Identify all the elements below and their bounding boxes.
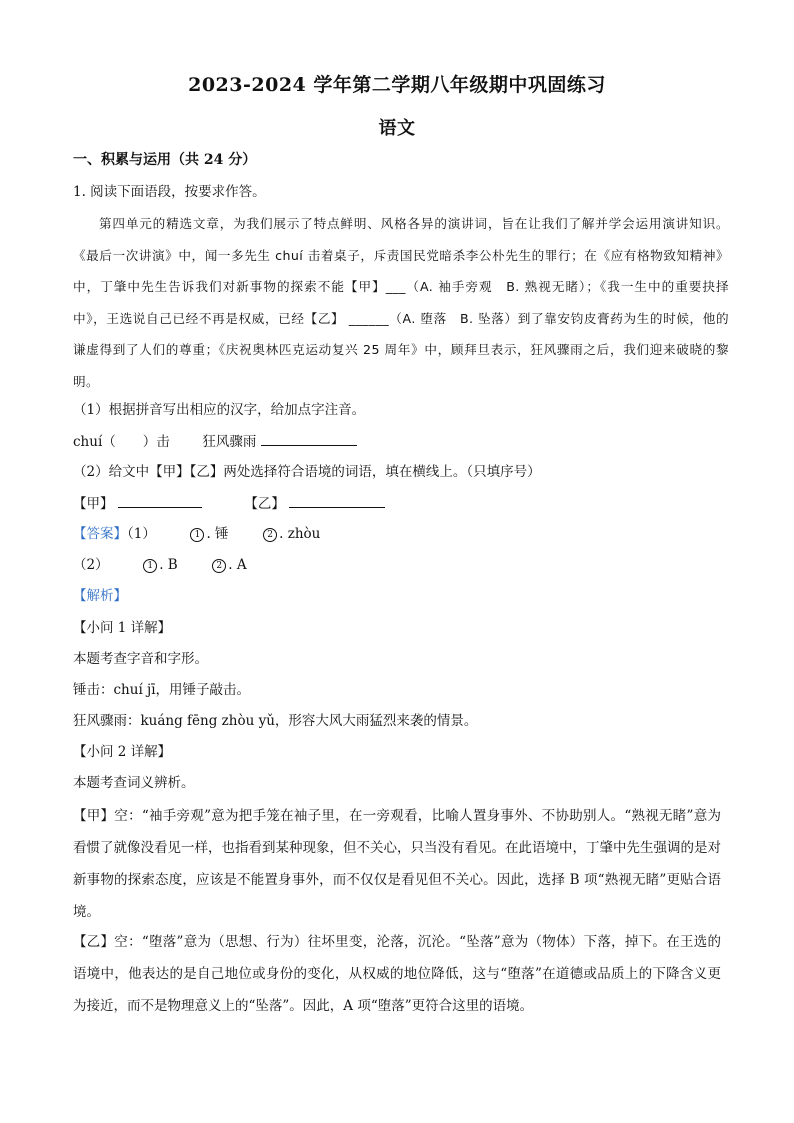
idiom-label: 狂风骤雨 bbox=[202, 434, 257, 450]
jia-answer-blank[interactable] bbox=[118, 493, 202, 508]
analysis-tag: 【解析】 bbox=[73, 588, 127, 604]
document-title: 2023-2024 学年第二学期八年级期中巩固练习 bbox=[188, 74, 606, 96]
sub-question-1-blanks bbox=[73, 431, 733, 452]
sub-question-1: （1）根据拼音写出相应的汉字，给加点字注音。 bbox=[73, 402, 366, 418]
answer-row-1-prefix: （1） bbox=[127, 526, 156, 542]
yi-answer-blank[interactable] bbox=[289, 493, 385, 508]
question-prompt: 1. 阅读下面语段，按要求作答。 bbox=[73, 184, 266, 200]
pinyin-blank-label: chuí（ ）击 bbox=[73, 434, 170, 450]
analysis-q1-heading: 【小问 1 详解】 bbox=[73, 620, 172, 636]
answer-row-2 bbox=[73, 555, 733, 575]
idiom-answer-blank[interactable] bbox=[261, 431, 357, 446]
circled-number: 1 bbox=[143, 559, 157, 573]
sub-question-2-blanks bbox=[73, 493, 733, 514]
sub-question-2: （2）给文中【甲】【乙】两处选择符合语境的词语，填在横线上。（只填序号） bbox=[73, 464, 541, 480]
analysis-q2-heading: 【小问 2 详解】 bbox=[73, 744, 172, 760]
answer-item: . A bbox=[228, 557, 247, 573]
jia-label: 【甲】 bbox=[73, 496, 114, 512]
analysis-q1-line: 狂风骤雨：kuáng fēng zhòu yǔ，形容大风大雨猛烈来袭的情景。 bbox=[73, 713, 478, 729]
analysis-yi-paragraph: 【乙】空：“堕落”意为（思想、行为）往坏里变，沦落，沉沦。“坠落”意为（物体）下落，掉下。在王选的语境中，他表达的是自己地位或身份的变化，从权威的地位降低，这与“堕落”在道德或品质上的下降含义更为接近，而不是物理意义上的“坠落”。因此，A 项“堕落”更符合这里的语境。 bbox=[73, 934, 721, 1014]
answer-row-1 bbox=[73, 524, 733, 544]
section-heading: 一、积累与运用（共 24 分） bbox=[73, 152, 257, 168]
circled-number: 2 bbox=[263, 528, 277, 542]
analysis-q1-line: 本题考查字音和字形。 bbox=[73, 651, 208, 667]
answer-item: . zhòu bbox=[279, 526, 321, 542]
analysis-q1-line: 锤击：chuí jī，用锤子敲击。 bbox=[73, 682, 251, 698]
analysis-q2-line: 本题考查词义辨析。 bbox=[73, 775, 195, 791]
circled-number: 2 bbox=[212, 559, 226, 573]
answer-item: . B bbox=[159, 557, 178, 573]
reading-passage: 第四单元的精选文章，为我们展示了特点鲜明、风格各异的演讲词，旨在让我们了解并学会运用演讲知识。《最后一次讲演》中，闻一多先生 chuí 击着桌子，斥责国民党暗杀李公朴先生的罪行；在《应有格物致知精神》中，丁肇中先生告诉我们对新事物的探索不能【甲】___（A. 袖手旁观 B. 熟视无睹）；《我一生中的重要抉择中》，王选说自己已经不再是权威，已经【乙】 ______（A. 堕落 B. 坠落）到了靠安钧皮膏药为生的时候，他的谦虚得到了人们的尊重；《庆祝奥林匹克运动复兴 25 周年》中，顾拜旦表示，狂风骤雨之后，我们迎来破晓的黎明。 bbox=[73, 216, 729, 389]
answer-tag: 【答案】 bbox=[73, 526, 127, 542]
analysis-jia-paragraph: 【甲】空：“袖手旁观”意为把手笼在袖子里，在一旁观看，比喻人置身事外、不协助别人。“熟视无睹”意为看惯了就像没看见一样，也指看到某种现象，但不关心，只当没有看见。在此语境中，丁肇中先生强调的是对新事物的探索态度，应该是不能置身事外，而不仅仅是看见但不关心。因此，选择 B 项“熟视无睹”更贴合语境。 bbox=[73, 808, 721, 920]
yi-label: 【乙】 bbox=[244, 496, 285, 512]
subject-title: 语文 bbox=[378, 118, 416, 139]
circled-number: 1 bbox=[190, 528, 204, 542]
answer-row-2-prefix: （2） bbox=[73, 557, 109, 573]
answer-item: . 锤 bbox=[206, 526, 229, 542]
